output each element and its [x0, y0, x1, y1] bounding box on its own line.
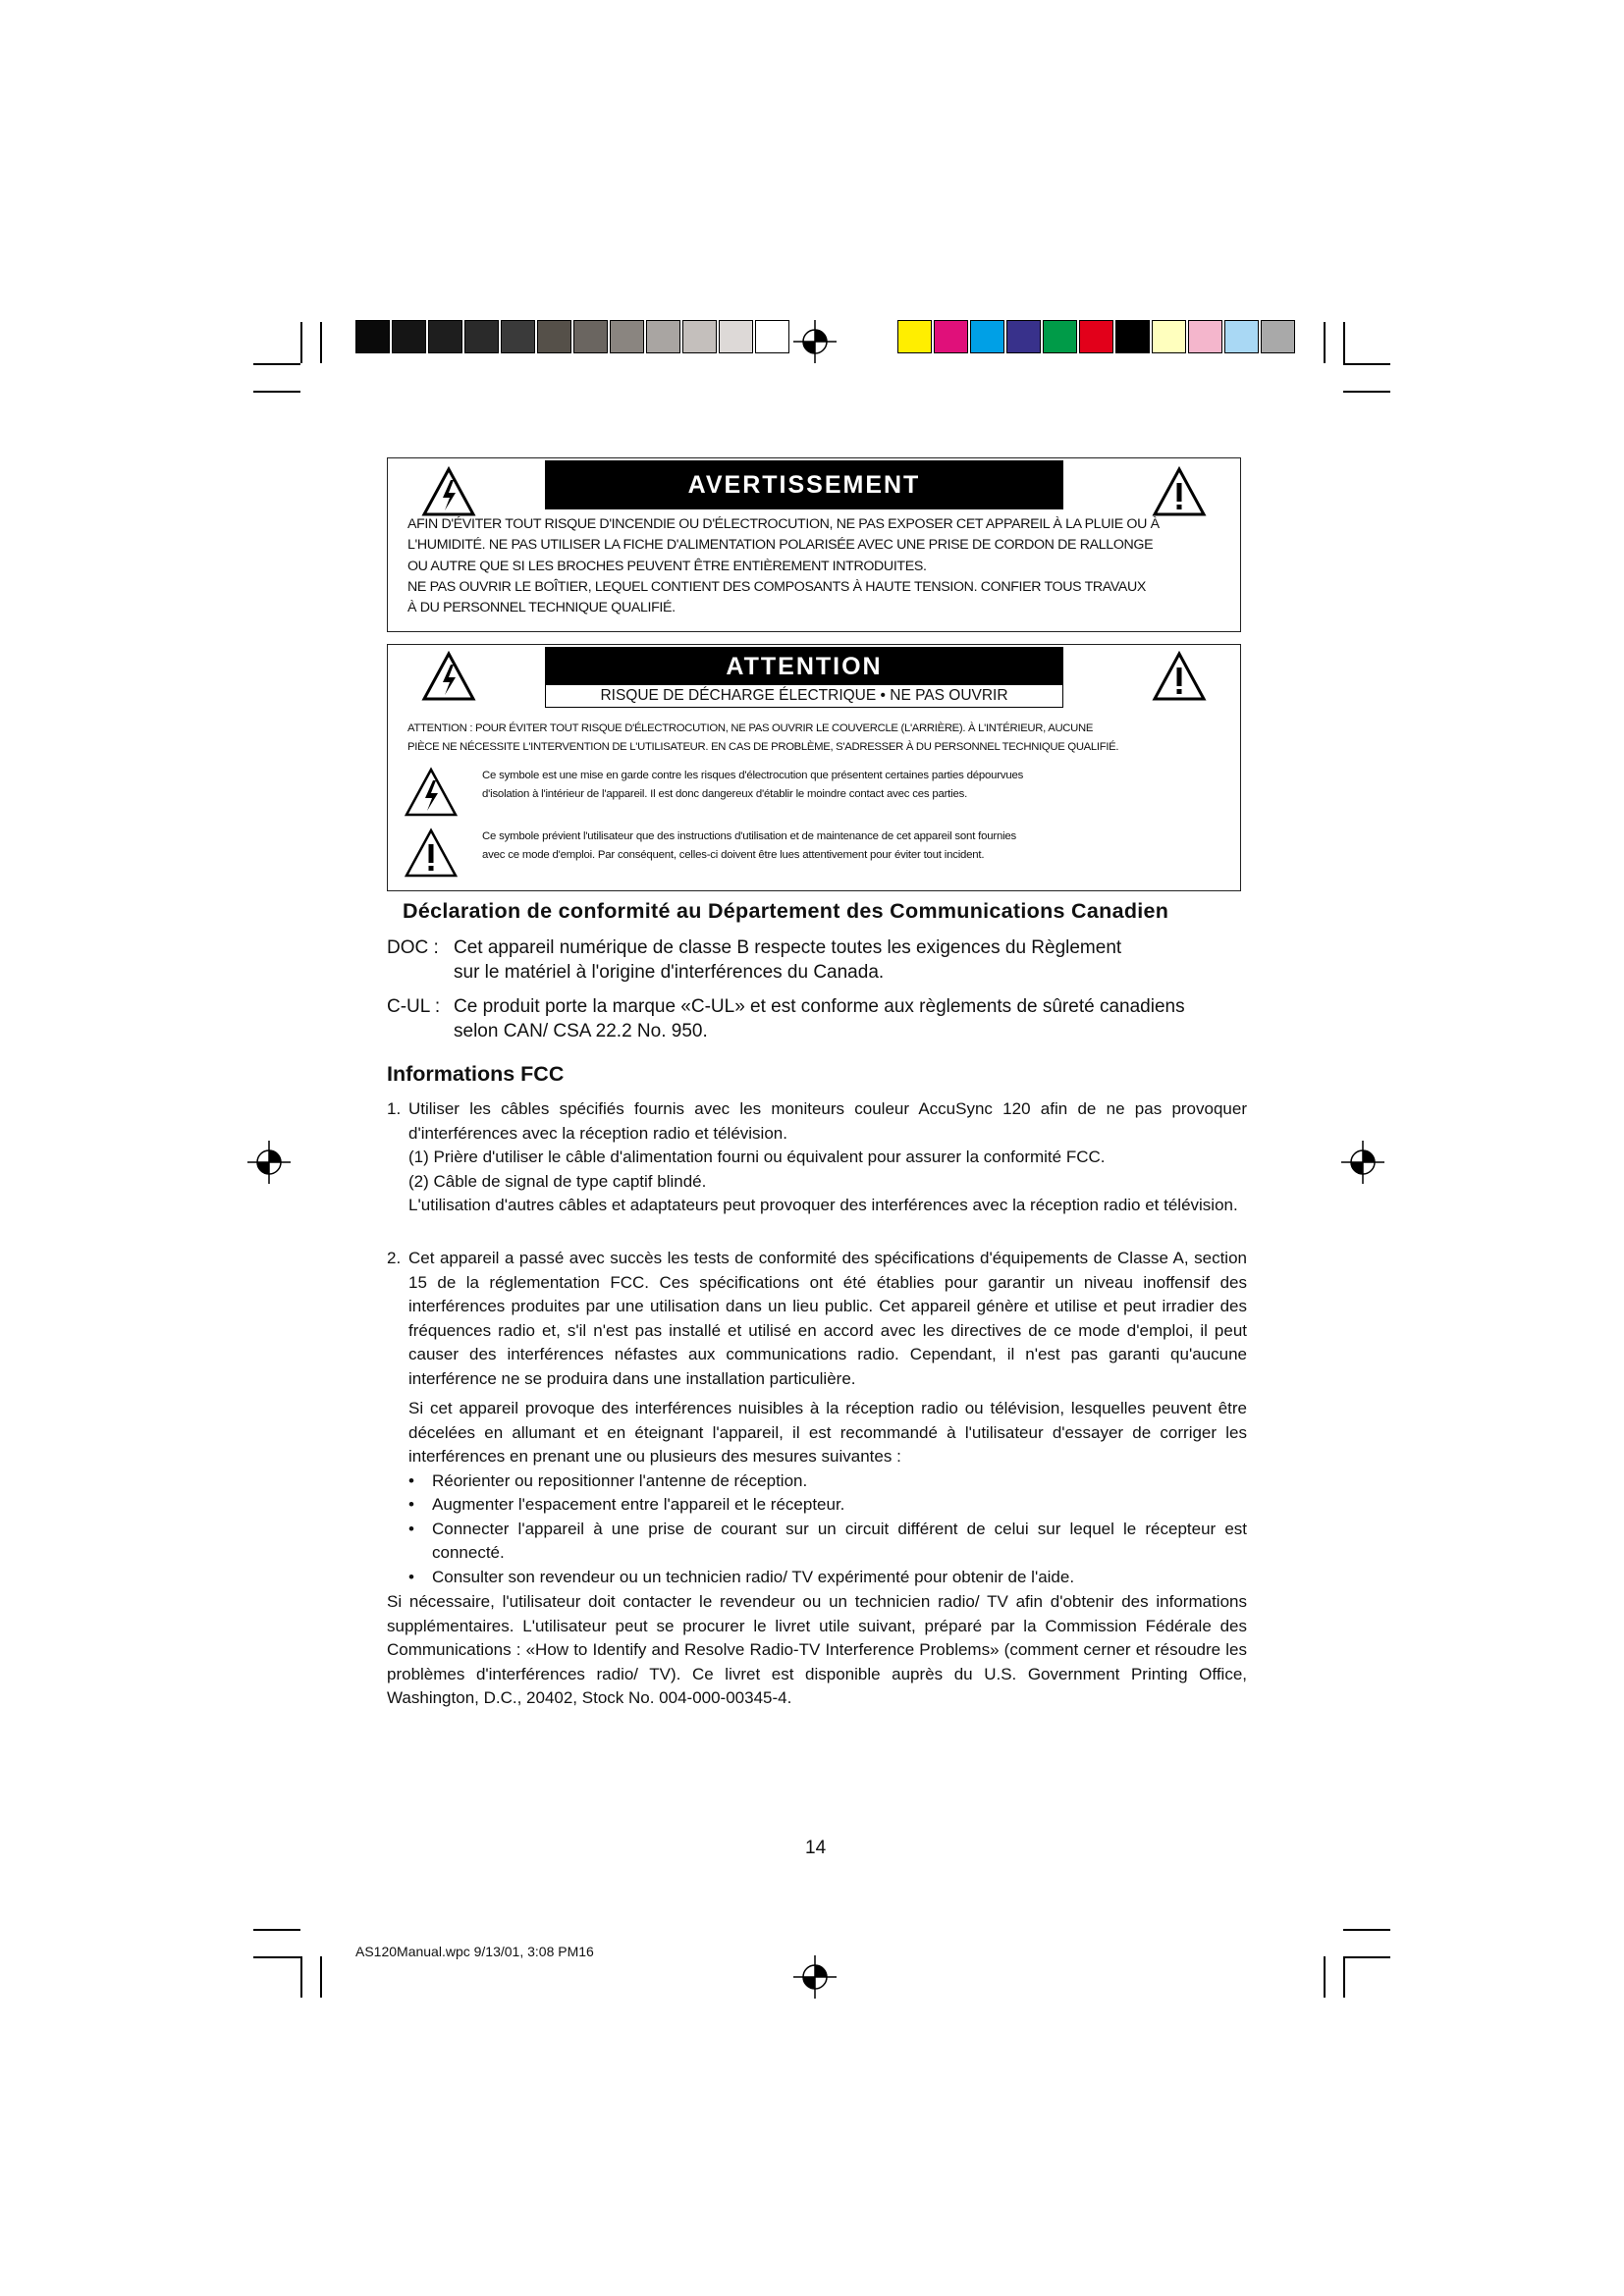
item-number: 1. [387, 1099, 402, 1118]
list-item: • Augmenter l'espacement entre l'appareil et le récepteur. [408, 1495, 845, 1514]
doc-line: sur le matériel à l'origine d'interférences du Canada. [454, 962, 885, 983]
doc-line: Cet appareil numérique de classe B respecte toutes les exigences du Règlement [454, 937, 1122, 958]
color-swatch [1224, 320, 1259, 353]
color-swatch [464, 320, 499, 353]
cul-line: selon CAN/ CSA 22.2 No. 950. [454, 1021, 708, 1041]
color-swatch [646, 320, 680, 353]
color-swatch [355, 320, 390, 353]
lightning-symbol-description [482, 767, 1209, 804]
registration-target-icon [793, 1955, 837, 1999]
fcc-item-2 [387, 1247, 1247, 1589]
registration-target-icon [793, 320, 837, 363]
color-swatch [1043, 320, 1077, 353]
item-text: L'utilisation d'autres câbles et adaptateurs peut provoquer des interférences avec la réception radio et télévision. [408, 1196, 1238, 1214]
color-swatch [1261, 320, 1295, 353]
registration-target-icon [247, 1141, 291, 1184]
lightning-warning-icon [421, 466, 476, 517]
sub-item: (2) Câble de signal de type captif blindé. [408, 1171, 707, 1191]
grayscale-color-bar [355, 320, 791, 353]
page-number: 14 [805, 1838, 827, 1858]
list-item: • Réorienter ou repositionner l'antenne de réception. [408, 1470, 808, 1490]
bullet-list [408, 1469, 1247, 1590]
symbol-text-line: d'isolation à l'intérieur de l'appareil. Il est donc dangereux d'établir le moindre contact avec ces parties. [482, 788, 968, 800]
item-text: Si cet appareil provoque des interférences nuisibles à la réception radio ou télévision, lesquelles peuvent être décelées en allumant et en éteignant l'appareil, il est recommandé à l'utilisateur d'essayer de corriger les interférences en prenant une ou plusieurs des mesures suivantes : [408, 1399, 1247, 1466]
fcc-title: Informations FCC [387, 1062, 565, 1086]
avertissement-box [387, 457, 1241, 632]
color-swatch [428, 320, 462, 353]
exclamation-symbol-icon [404, 828, 459, 879]
avertissement-line: L'HUMIDITÉ. NE PAS UTILISER LA FICHE D'ALIMENTATION POLARISÉE AVEC UNE PRISE DE CORDON DE RALLONGE [407, 537, 1154, 554]
cul-line: Ce produit porte la marque «C-UL» et est conforme aux règlements de sûreté canadiens [454, 996, 1185, 1017]
symbol-text-line: avec ce mode d'emploi. Par conséquent, celles-ci doivent être lues attentivement pour éviter tout incident. [482, 849, 985, 861]
color-swatch [610, 320, 644, 353]
avertissement-text [407, 514, 1222, 618]
avertissement-line: À DU PERSONNEL TECHNIQUE QUALIFIÉ. [407, 600, 676, 616]
color-swatch [501, 320, 535, 353]
color-swatch [682, 320, 717, 353]
process-color-bar [897, 320, 1297, 353]
color-swatch [1079, 320, 1113, 353]
color-swatch [537, 320, 571, 353]
avertissement-line: AFIN D'ÉVITER TOUT RISQUE D'INCENDIE OU D'ÉLECTROCUTION, NE PAS EXPOSER CET APPAREIL À LA PLUIE OU À [407, 516, 1160, 532]
lightning-warning-icon [421, 651, 476, 702]
attention-subtitle: RISQUE DE DÉCHARGE ÉLECTRIQUE • NE PAS OUVRIR [545, 684, 1063, 708]
file-footer: AS120Manual.wpc 9/13/01, 3:08 PM16 [355, 1944, 594, 1959]
avertissement-line: NE PAS OUVRIR LE BOÎTIER, LEQUEL CONTIENT DES COMPOSANTS À HAUTE TENSION. CONFIER TOUS TRAVAUX [407, 578, 1147, 595]
attention-line: PIÈCE NE NÉCESSITE L'INTERVENTION DE L'UTILISATEUR. EN CAS DE PROBLÈME, S'ADRESSER À DU PERSONNEL TECHNIQUE QUALIFIÉ. [407, 741, 1119, 753]
attention-box [387, 644, 1241, 891]
exclamation-symbol-description [482, 828, 1209, 865]
lightning-symbol-icon [404, 767, 459, 818]
list-item: • Connecter l'appareil à une prise de courant sur un circuit différent de celui sur lequel le récepteur est connecté. [408, 1519, 1247, 1562]
cul-label: C-UL : [387, 996, 441, 1017]
fcc-item-1 [387, 1097, 1247, 1218]
color-swatch [1188, 320, 1222, 353]
declaration-title: Déclaration de conformité au Département des Communications Canadien [403, 899, 1169, 923]
avertissement-line: OU AUTRE QUE SI LES BROCHES PEUVENT ÊTRE ENTIÈREMENT INTRODUITES. [407, 558, 927, 574]
color-swatch [970, 320, 1004, 353]
item-text: Cet appareil a passé avec succès les tests de conformité des spécifications d'équipements de Classe A, section 15 de la réglementation FCC. Ces spécifications ont été établies pour garantir un niveau inoffensif des interférences produites par une utilisation dans un lieu public. Cet appareil génère et utilise et peut irradier des fréquences radio et, s'il n'est pas installé et utilisé en accord avec les directives de ce mode d'emploi, il peut causer des interférences néfastes aux communications radio. Cependant, il n'est pas garanti qu'aucune interférence ne se produira dans une installation particulière. [408, 1249, 1247, 1388]
color-swatch [1152, 320, 1186, 353]
exclamation-warning-icon [1152, 651, 1207, 702]
registration-target-icon [1341, 1141, 1384, 1184]
symbol-text-line: Ce symbole prévient l'utilisateur que des instructions d'utilisation et de maintenance de cet appareil sont fournies [482, 830, 1017, 842]
color-swatch [719, 320, 753, 353]
attention-line: ATTENTION : POUR ÉVITER TOUT RISQUE D'ÉLECTROCUTION, NE PAS OUVRIR LE COUVERCLE (L'ARRIÈRE). À L'INTÉRIEUR, AUCUNE [407, 722, 1094, 734]
fcc-closing: Si nécessaire, l'utilisateur doit contacter le revendeur ou un technicien radio/ TV afin d'obtenir des informations supplémentaires. L'utilisateur peut se procurer le livret utile suivant, préparé par la Commission Fédérale des Communications : «How to Identify and Resolve Radio-TV Interference Problems» (comment cerner et résoudre les problèmes d'interférences radio/ TV). Ce livret est disponible auprès du U.S. Government Printing Office, Washington, D.C., 20402, Stock No. 004-000-00345-4. [387, 1592, 1247, 1707]
item-text: Utiliser les câbles spécifiés fournis avec les moniteurs couleur AccuSync 120 afin de ne pas provoquer d'interférences avec la réception radio et télévision. [408, 1099, 1247, 1143]
color-swatch [392, 320, 426, 353]
color-swatch [755, 320, 789, 353]
attention-text [407, 720, 1224, 757]
color-swatch [573, 320, 608, 353]
color-swatch [1006, 320, 1041, 353]
list-item: • Consulter son revendeur ou un technicien radio/ TV expérimenté pour obtenir de l'aide. [408, 1567, 1075, 1586]
exclamation-warning-icon [1152, 466, 1207, 517]
item-number: 2. [387, 1249, 402, 1267]
symbol-text-line: Ce symbole est une mise en garde contre les risques d'électrocution que présentent certaines parties dépourvues [482, 770, 1024, 781]
sub-item: (1) Prière d'utiliser le câble d'alimentation fourni ou équivalent pour assurer la conformité FCC. [408, 1148, 1106, 1166]
color-swatch [934, 320, 968, 353]
color-swatch [1115, 320, 1150, 353]
color-swatch [897, 320, 932, 353]
doc-label: DOC : [387, 937, 439, 958]
attention-title: ATTENTION [545, 647, 1063, 684]
avertissement-title: AVERTISSEMENT [545, 460, 1063, 509]
